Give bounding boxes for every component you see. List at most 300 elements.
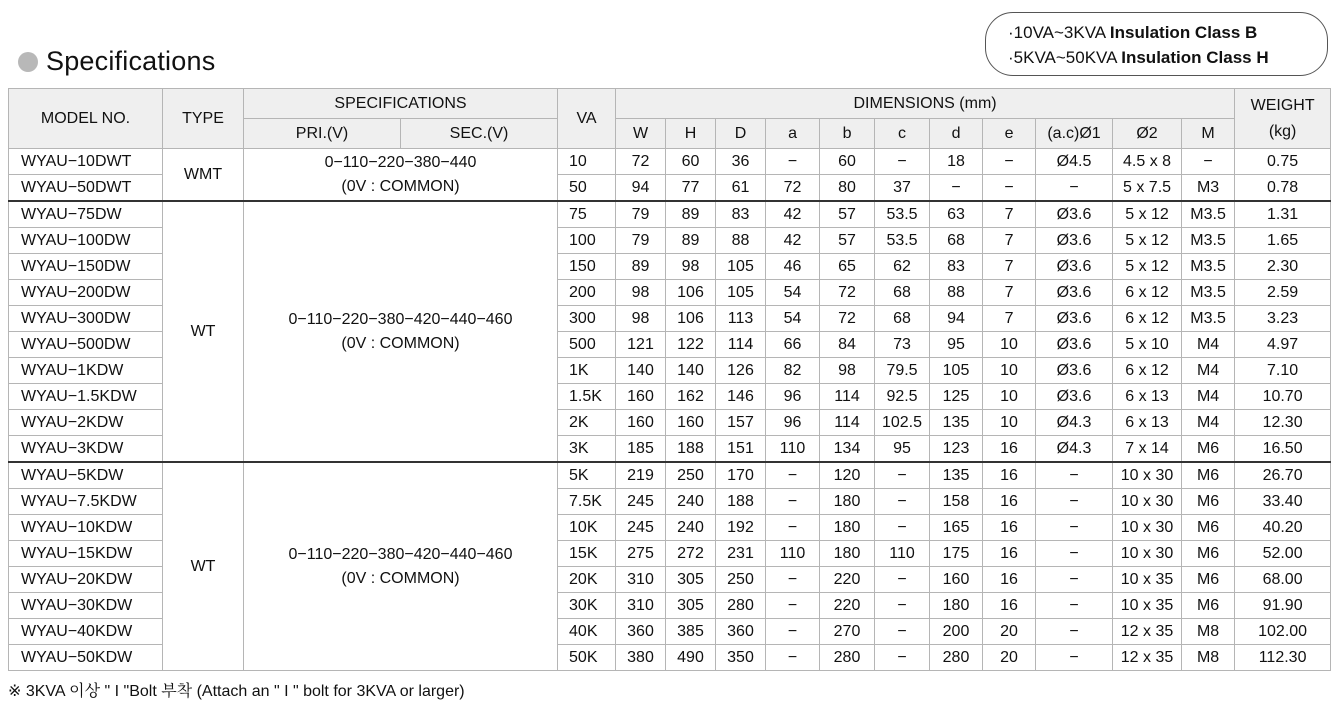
dimension-cell: 89: [616, 254, 666, 280]
dimension-cell: M3.5: [1182, 306, 1235, 332]
dimension-cell: 98: [820, 358, 875, 384]
dimension-cell: 106: [666, 306, 716, 332]
dimension-cell: 42: [766, 201, 820, 228]
dimension-cell: −: [875, 149, 930, 175]
dimension-cell: M3: [1182, 175, 1235, 202]
dimension-cell: 280: [820, 645, 875, 671]
dimension-cell: 16: [983, 541, 1036, 567]
va-cell: 3K: [558, 436, 616, 463]
dimension-cell: 240: [666, 515, 716, 541]
dimension-cell: 135: [930, 410, 983, 436]
model-cell: WYAU−50DWT: [9, 175, 163, 202]
weight-cell: 7.10: [1235, 358, 1331, 384]
model-cell: WYAU−150DW: [9, 254, 163, 280]
dimension-cell: 95: [875, 436, 930, 463]
dimension-cell: −: [875, 645, 930, 671]
weight-cell: 112.30: [1235, 645, 1331, 671]
header-specifications: SPECIFICATIONS: [244, 89, 558, 119]
dimension-cell: 68: [875, 280, 930, 306]
va-cell: 2K: [558, 410, 616, 436]
dimension-cell: 42: [766, 228, 820, 254]
model-cell: WYAU−1KDW: [9, 358, 163, 384]
dimension-cell: Ø4.3: [1036, 436, 1113, 463]
dimension-cell: 4.5 x 8: [1113, 149, 1182, 175]
dimension-cell: 162: [666, 384, 716, 410]
dimension-cell: −: [875, 489, 930, 515]
dimension-cell: 180: [820, 541, 875, 567]
weight-cell: 40.20: [1235, 515, 1331, 541]
dimension-cell: 151: [716, 436, 766, 463]
dimension-cell: −: [766, 567, 820, 593]
dimension-cell: 60: [666, 149, 716, 175]
va-cell: 1.5K: [558, 384, 616, 410]
dimension-cell: 114: [716, 332, 766, 358]
dimension-cell: 6 x 12: [1113, 306, 1182, 332]
dimension-cell: 125: [930, 384, 983, 410]
dimension-cell: −: [1036, 619, 1113, 645]
va-cell: 300: [558, 306, 616, 332]
dimension-cell: Ø3.6: [1036, 201, 1113, 228]
va-cell: 200: [558, 280, 616, 306]
dimension-cell: 200: [930, 619, 983, 645]
dimension-cell: 72: [820, 306, 875, 332]
header-dim: Ø2: [1113, 119, 1182, 149]
dimension-cell: M4: [1182, 384, 1235, 410]
dimension-cell: 160: [616, 384, 666, 410]
dimension-cell: 98: [616, 280, 666, 306]
dimension-cell: −: [766, 619, 820, 645]
weight-cell: 4.97: [1235, 332, 1331, 358]
dimension-cell: −: [766, 515, 820, 541]
dimension-cell: 250: [666, 462, 716, 489]
model-cell: WYAU−30KDW: [9, 593, 163, 619]
insulation-class-box: [985, 12, 1328, 76]
dimension-cell: 157: [716, 410, 766, 436]
dimension-cell: 380: [616, 645, 666, 671]
dimension-cell: 305: [666, 567, 716, 593]
dimension-cell: M6: [1182, 567, 1235, 593]
page-title-group: [18, 46, 215, 77]
dimension-cell: 7: [983, 280, 1036, 306]
dimension-cell: 122: [666, 332, 716, 358]
dimension-cell: 5 x 12: [1113, 228, 1182, 254]
dimension-cell: −: [875, 462, 930, 489]
dimension-cell: 80: [820, 175, 875, 202]
dimension-cell: −: [766, 462, 820, 489]
dimension-cell: M6: [1182, 436, 1235, 463]
dimension-cell: 231: [716, 541, 766, 567]
dimension-cell: 6 x 13: [1113, 410, 1182, 436]
dimension-cell: 79: [616, 201, 666, 228]
dimension-cell: 102.5: [875, 410, 930, 436]
dimension-cell: 360: [716, 619, 766, 645]
dimension-cell: Ø3.6: [1036, 384, 1113, 410]
model-cell: WYAU−7.5KDW: [9, 489, 163, 515]
weight-cell: 91.90: [1235, 593, 1331, 619]
model-cell: WYAU−2KDW: [9, 410, 163, 436]
dimension-cell: 10: [983, 410, 1036, 436]
dimension-cell: 185: [616, 436, 666, 463]
dimension-cell: 10 x 30: [1113, 489, 1182, 515]
dimension-cell: 83: [716, 201, 766, 228]
dimension-cell: Ø3.6: [1036, 306, 1113, 332]
dimension-cell: 188: [666, 436, 716, 463]
dimension-cell: Ø3.6: [1036, 332, 1113, 358]
weight-cell: 52.00: [1235, 541, 1331, 567]
dimension-cell: 180: [820, 489, 875, 515]
dimension-cell: 68: [875, 306, 930, 332]
dimension-cell: 61: [716, 175, 766, 202]
weight-cell: 1.65: [1235, 228, 1331, 254]
type-cell: WT: [163, 201, 244, 462]
header-va: VA: [558, 89, 616, 149]
dimension-cell: 310: [616, 593, 666, 619]
dimension-cell: 126: [716, 358, 766, 384]
model-cell: WYAU−5KDW: [9, 462, 163, 489]
model-cell: WYAU−10KDW: [9, 515, 163, 541]
header-model: MODEL NO.: [9, 89, 163, 149]
dimension-cell: 160: [616, 410, 666, 436]
type-cell: WMT: [163, 149, 244, 202]
weight-cell: 102.00: [1235, 619, 1331, 645]
dimension-cell: 63: [930, 201, 983, 228]
dimension-cell: Ø4.5: [1036, 149, 1113, 175]
footnote: ※ 3KVA 이상 " I "Bolt 부착 (Attach an " I " bolt for 3KVA or larger): [8, 683, 465, 700]
dimension-cell: M4: [1182, 410, 1235, 436]
dimension-cell: 160: [666, 410, 716, 436]
header-dimensions: DIMENSIONS (mm): [616, 89, 1235, 119]
header-dim: a: [766, 119, 820, 149]
dimension-cell: Ø4.3: [1036, 410, 1113, 436]
dimension-cell: 57: [820, 201, 875, 228]
dimension-cell: 123: [930, 436, 983, 463]
dimension-cell: 94: [616, 175, 666, 202]
dimension-cell: 95: [930, 332, 983, 358]
dimension-cell: 83: [930, 254, 983, 280]
dimension-cell: 105: [716, 254, 766, 280]
dimension-cell: 18: [930, 149, 983, 175]
dimension-cell: 120: [820, 462, 875, 489]
model-cell: WYAU−1.5KDW: [9, 384, 163, 410]
va-cell: 10: [558, 149, 616, 175]
dimension-cell: 175: [930, 541, 983, 567]
dimension-cell: 98: [616, 306, 666, 332]
dimension-cell: 72: [766, 175, 820, 202]
header-dim: W: [616, 119, 666, 149]
page-title: Specifications: [46, 46, 216, 76]
dimension-cell: 192: [716, 515, 766, 541]
dimension-cell: M8: [1182, 645, 1235, 671]
dimension-cell: 5 x 10: [1113, 332, 1182, 358]
dimension-cell: −: [1036, 645, 1113, 671]
dimension-cell: −: [1182, 149, 1235, 175]
model-cell: WYAU−20KDW: [9, 567, 163, 593]
dimension-cell: Ø3.6: [1036, 280, 1113, 306]
dimension-cell: Ø3.6: [1036, 228, 1113, 254]
va-cell: 50K: [558, 645, 616, 671]
header-dim: c: [875, 119, 930, 149]
dimension-cell: −: [1036, 489, 1113, 515]
va-cell: 100: [558, 228, 616, 254]
dimension-cell: −: [766, 149, 820, 175]
dimension-cell: 77: [666, 175, 716, 202]
dimension-cell: 110: [766, 436, 820, 463]
dimension-cell: −: [875, 593, 930, 619]
dimension-cell: M3.5: [1182, 201, 1235, 228]
dimension-cell: −: [983, 175, 1036, 202]
weight-cell: 16.50: [1235, 436, 1331, 463]
va-cell: 40K: [558, 619, 616, 645]
dimension-cell: Ø3.6: [1036, 254, 1113, 280]
table-row: [9, 201, 1331, 228]
specifications-table: [8, 88, 1331, 671]
dimension-cell: 36: [716, 149, 766, 175]
dimension-cell: 180: [930, 593, 983, 619]
voltage-spec-cell: 0−110−220−380−420−440−460 (0V : COMMON): [244, 201, 558, 462]
header-dim: (a.c)Ø1: [1036, 119, 1113, 149]
dimension-cell: 360: [616, 619, 666, 645]
weight-cell: 3.23: [1235, 306, 1331, 332]
dimension-cell: −: [1036, 541, 1113, 567]
dimension-cell: 82: [766, 358, 820, 384]
dimension-cell: −: [983, 149, 1036, 175]
dimension-cell: 53.5: [875, 201, 930, 228]
dimension-cell: 94: [930, 306, 983, 332]
dimension-cell: −: [1036, 175, 1113, 202]
header-type: TYPE: [163, 89, 244, 149]
dimension-cell: 12 x 35: [1113, 619, 1182, 645]
bullet-circle-icon: [18, 52, 38, 72]
header-dim: d: [930, 119, 983, 149]
dimension-cell: M4: [1182, 332, 1235, 358]
dimension-cell: 10 x 35: [1113, 567, 1182, 593]
dimension-cell: 10: [983, 384, 1036, 410]
dimension-cell: 46: [766, 254, 820, 280]
dimension-cell: 170: [716, 462, 766, 489]
dimension-cell: 385: [666, 619, 716, 645]
dimension-cell: 305: [666, 593, 716, 619]
voltage-spec-cell: 0−110−220−380−420−440−460 (0V : COMMON): [244, 462, 558, 671]
dimension-cell: 10 x 30: [1113, 462, 1182, 489]
dimension-cell: 68: [930, 228, 983, 254]
dimension-cell: 110: [875, 541, 930, 567]
dimension-cell: 180: [820, 515, 875, 541]
dimension-cell: 240: [666, 489, 716, 515]
dimension-cell: 110: [766, 541, 820, 567]
dimension-cell: 57: [820, 228, 875, 254]
weight-cell: 0.78: [1235, 175, 1331, 202]
dimension-cell: 114: [820, 410, 875, 436]
va-cell: 5K: [558, 462, 616, 489]
dimension-cell: 88: [930, 280, 983, 306]
dimension-cell: 89: [666, 228, 716, 254]
va-cell: 15K: [558, 541, 616, 567]
dimension-cell: M6: [1182, 489, 1235, 515]
dimension-cell: 5 x 12: [1113, 201, 1182, 228]
model-cell: WYAU−100DW: [9, 228, 163, 254]
va-cell: 1K: [558, 358, 616, 384]
model-cell: WYAU−40KDW: [9, 619, 163, 645]
dimension-cell: 62: [875, 254, 930, 280]
dimension-cell: 92.5: [875, 384, 930, 410]
dimension-cell: 88: [716, 228, 766, 254]
dimension-cell: 37: [875, 175, 930, 202]
dimension-cell: 275: [616, 541, 666, 567]
dimension-cell: −: [1036, 515, 1113, 541]
dimension-cell: 140: [666, 358, 716, 384]
header-dim: e: [983, 119, 1036, 149]
weight-cell: 2.59: [1235, 280, 1331, 306]
model-cell: WYAU−10DWT: [9, 149, 163, 175]
header-sec: SEC.(V): [401, 119, 558, 149]
weight-cell: 0.75: [1235, 149, 1331, 175]
dimension-cell: 20: [983, 619, 1036, 645]
dimension-cell: 7: [983, 306, 1036, 332]
model-cell: WYAU−15KDW: [9, 541, 163, 567]
dimension-cell: M3.5: [1182, 228, 1235, 254]
dimension-cell: 105: [930, 358, 983, 384]
header-dim: D: [716, 119, 766, 149]
dimension-cell: 65: [820, 254, 875, 280]
dimension-cell: 16: [983, 436, 1036, 463]
va-cell: 150: [558, 254, 616, 280]
dimension-cell: 79.5: [875, 358, 930, 384]
dimension-cell: 220: [820, 593, 875, 619]
dimension-cell: 5 x 12: [1113, 254, 1182, 280]
dimension-cell: 245: [616, 515, 666, 541]
dimension-cell: −: [875, 619, 930, 645]
model-cell: WYAU−300DW: [9, 306, 163, 332]
model-cell: WYAU−500DW: [9, 332, 163, 358]
voltage-spec-cell: 0−110−220−380−440 (0V : COMMON): [244, 149, 558, 202]
dimension-cell: 16: [983, 489, 1036, 515]
dimension-cell: 113: [716, 306, 766, 332]
dimension-cell: 280: [930, 645, 983, 671]
table-row: [9, 462, 1331, 489]
dimension-cell: −: [875, 515, 930, 541]
dimension-cell: 135: [930, 462, 983, 489]
dimension-cell: 7 x 14: [1113, 436, 1182, 463]
dimension-cell: M4: [1182, 358, 1235, 384]
dimension-cell: 165: [930, 515, 983, 541]
dimension-cell: 490: [666, 645, 716, 671]
weight-cell: 2.30: [1235, 254, 1331, 280]
model-cell: WYAU−200DW: [9, 280, 163, 306]
dimension-cell: 310: [616, 567, 666, 593]
weight-cell: 26.70: [1235, 462, 1331, 489]
model-cell: WYAU−50KDW: [9, 645, 163, 671]
dimension-cell: 98: [666, 254, 716, 280]
va-cell: 50: [558, 175, 616, 202]
dimension-cell: 250: [716, 567, 766, 593]
dimension-cell: 219: [616, 462, 666, 489]
dimension-cell: 6 x 13: [1113, 384, 1182, 410]
dimension-cell: Ø3.6: [1036, 358, 1113, 384]
specifications-table-body: [9, 149, 1331, 671]
insulation-line-h: ·5KVA~50KVA Insulation Class H: [1008, 48, 1269, 67]
dimension-cell: −: [1036, 567, 1113, 593]
header-weight: WEIGHT (kg): [1235, 89, 1331, 149]
dimension-cell: −: [766, 645, 820, 671]
va-cell: 500: [558, 332, 616, 358]
weight-cell: 10.70: [1235, 384, 1331, 410]
dimension-cell: 350: [716, 645, 766, 671]
va-cell: 30K: [558, 593, 616, 619]
dimension-cell: 96: [766, 384, 820, 410]
dimension-cell: M6: [1182, 462, 1235, 489]
dimension-cell: 7: [983, 228, 1036, 254]
dimension-cell: 12 x 35: [1113, 645, 1182, 671]
dimension-cell: 220: [820, 567, 875, 593]
dimension-cell: 10: [983, 332, 1036, 358]
dimension-cell: 6 x 12: [1113, 358, 1182, 384]
header-dim: b: [820, 119, 875, 149]
dimension-cell: M6: [1182, 593, 1235, 619]
dimension-cell: 10 x 35: [1113, 593, 1182, 619]
dimension-cell: 54: [766, 280, 820, 306]
type-cell: WT: [163, 462, 244, 671]
dimension-cell: 60: [820, 149, 875, 175]
dimension-cell: 7: [983, 254, 1036, 280]
dimension-cell: 134: [820, 436, 875, 463]
dimension-cell: 6 x 12: [1113, 280, 1182, 306]
dimension-cell: 84: [820, 332, 875, 358]
insulation-line-b: ·10VA~3KVA Insulation Class B: [1008, 23, 1258, 42]
dimension-cell: 10 x 30: [1113, 541, 1182, 567]
weight-cell: 1.31: [1235, 201, 1331, 228]
dimension-cell: 7: [983, 201, 1036, 228]
dimension-cell: M6: [1182, 541, 1235, 567]
dimension-cell: 53.5: [875, 228, 930, 254]
header-dim: H: [666, 119, 716, 149]
va-cell: 7.5K: [558, 489, 616, 515]
dimension-cell: 245: [616, 489, 666, 515]
dimension-cell: 66: [766, 332, 820, 358]
dimension-cell: 16: [983, 515, 1036, 541]
dimension-cell: 89: [666, 201, 716, 228]
dimension-cell: 54: [766, 306, 820, 332]
dimension-cell: −: [766, 593, 820, 619]
dimension-cell: 160: [930, 567, 983, 593]
model-cell: WYAU−3KDW: [9, 436, 163, 463]
dimension-cell: 16: [983, 462, 1036, 489]
dimension-cell: 10 x 30: [1113, 515, 1182, 541]
dimension-cell: 114: [820, 384, 875, 410]
va-cell: 10K: [558, 515, 616, 541]
dimension-cell: M3.5: [1182, 280, 1235, 306]
weight-cell: 33.40: [1235, 489, 1331, 515]
dimension-cell: 146: [716, 384, 766, 410]
dimension-cell: 140: [616, 358, 666, 384]
dimension-cell: −: [766, 489, 820, 515]
dimension-cell: 188: [716, 489, 766, 515]
dimension-cell: 105: [716, 280, 766, 306]
model-cell: WYAU−75DW: [9, 201, 163, 228]
dimension-cell: 72: [820, 280, 875, 306]
dimension-cell: 16: [983, 567, 1036, 593]
dimension-cell: 73: [875, 332, 930, 358]
header-pri: PRI.(V): [244, 119, 401, 149]
dimension-cell: 16: [983, 593, 1036, 619]
dimension-cell: 5 x 7.5: [1113, 175, 1182, 202]
weight-cell: 68.00: [1235, 567, 1331, 593]
va-cell: 75: [558, 201, 616, 228]
dimension-cell: 96: [766, 410, 820, 436]
table-row: [9, 149, 1331, 175]
dimension-cell: 121: [616, 332, 666, 358]
dimension-cell: M3.5: [1182, 254, 1235, 280]
dimension-cell: −: [875, 567, 930, 593]
